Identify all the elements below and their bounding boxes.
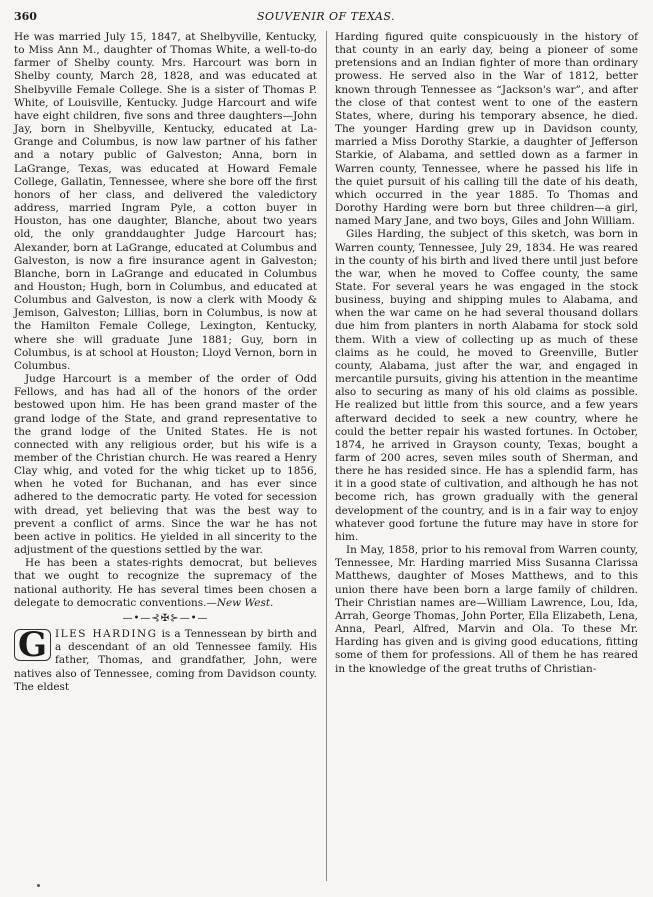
paragraph: He was married July 15, 1847, at Shelbyville, Kentucky, to Miss Ann M., daughter of Thomas White, a well-to-do farmer of Shelby county. Mrs. Harcourt was born in Shelby county, March 28, 1828, and was educated at Shelbyville Female College. She is a sister of Thomas P. White, of Louisville, Kentucky. Judge Harcourt and wife have eight children, five sons and three daughters—John Jay, born in Shelbyville, Kentucky, educated at La-Grange and Columbus, is now law partner of his father and a notary public of Galveston; Anna, born in LaGrange, Texas, was educated at Howard Female College, Gallatin, Tennessee, where she bore off the first honors of her class, and delivered the valedictory address, married Ingram Pyle, a cotton buyer in Houston, has one daughter, Blanche, about two years old, the only granddaughter Judge Harcourt has; Alexander, born at LaGrange, educated at Columbus and Galveston, is now a fire insurance agent in Galveston; Blanche, born in LaGrange and educated in Columbus and Houston; Hugh, born in Columbus, and educated at Columbus and Galveston, is now a clerk with Moody & Jemison, Galveston; Lillias, born in Columbus, is now at the Hamilton Female College, Lexington, Kentucky, where she will graduate June 1881; Guy, born in Columbus, is at school at Houston; Lloyd Vernon, born in Columbus. [14, 31, 317, 372]
paragraph: Harding figured quite conspicuously in the history of that county in an early day, being a pioneer of some pretensions and an Indian fighter of more than ordinary prowess. He served also in the War of 1812, better known through Tennessee as “Jackson's war”, and after the close of that contest went to one of the eastern States, where, during his temporary absence, he died. The younger Harding grew up in Davidson county, married a Miss Dorothy Starkie, a daughter of Jefferson Starkie, of Alabama, and settled down as a farmer in Warren county, Tennessee, where he passed his life in the quiet pursuit of his calling till the date of his death, which occurred in the year 1885. To Thomas and Dorothy Harding were born but three children—a girl, named Mary Jane, and two boys, Giles and John William. [335, 31, 638, 228]
drop-cap: G [14, 629, 51, 661]
section-ornament: —•—⊰✠⊱—•— [122, 612, 209, 624]
source-citation: New West. [216, 596, 274, 609]
subject-name: ILES HARDING [55, 628, 158, 641]
left-column [14, 31, 317, 694]
page-number: 360 [14, 10, 37, 23]
running-title: SOUVENIR OF TEXAS. [256, 10, 396, 23]
right-column [335, 31, 638, 676]
paragraph [14, 557, 317, 610]
paragraph: In May, 1858, prior to his removal from Warren county, Tennessee, Mr. Harding married Miss Susanna Clarissa Matthews, daughter of Moses Matthews, and to this union there have been born a large family of children. Their Christian names are—William Lawrence, Lou, Ida, Arrah, George Thomas, John Porter, Ella Elizabeth, Lena, Anna, Pearl, Alfred, Marvin and Ola. To these Mr. Harding has given and is giving good educations, fitting some of them for professions. All of them he has reared in the knowledge of the great truths of Christian- [335, 544, 638, 675]
paragraph-text: He has been a states-rights democrat, but believes that we ought to recognize the supremacy of the national authority. He has several times been chosen a delegate to democratic conventions.— [14, 557, 317, 609]
column-divider [326, 31, 327, 881]
ink-blot [37, 884, 40, 887]
paragraph: Judge Harcourt is a member of the order of Odd Fellows, and has had all of the honors of the order bestowed upon him. He has been grand master of the grand lodge of the State, and grand representative to the grand lodge of the United States. He is not connected with any religious order, but his wife is a member of the Christian church. He was reared a Henry Clay whig, and voted for the whig ticket up to 1856, when he voted for Buchanan, and has ever since adhered to the democratic party. He voted for secession with dread, yet believing that was the best way to prevent a conflict of arms. Since the war he has not been active in politics. He yielded in all sincerity to the adjustment of the questions settled by the war. [14, 373, 317, 557]
paragraph-text: is a Tennessean by birth and a descendant of an old Tennessee family. His father, Thomas, and grandfather, John, were natives also of Tennessee, coming from Davidson county. The eldest [14, 628, 317, 693]
paragraph: Giles Harding, the subject of this sketch, was born in Warren county, Tennessee, July 29, 1834. He was reared in the county of his birth and lived there until just before the war, when he moved to Coffee county, the same State. For several years he was engaged in the stock business, buying and shipping mules to Alabama, and when the war came on he had several thousand dollars due him from planters in north Alabama for stock sold them. With a view of collecting up as much of these claims as he could, he moved to Greenville, Butler county, Alabama, just after the war, and engaged in mercantile pursuits, giving his attention in the meantime also to securing as many of his old claims as possible. He realized but little from this source, and a few years afterward decided to seek a new country, where he could the better repair his wasted fortunes. In October, 1874, he arrived in Grayson county, Texas, bought a farm of 200 acres, seven miles south of Sherman, and there he has resided since. He has a splendid farm, has it in a good state of cultivation, and although he has not become rich, has grown gradually with the general development of the country, and is in a fair way to enjoy whatever good fortune the future may have in store for him. [335, 228, 638, 543]
running-header [14, 10, 638, 26]
paragraph [14, 625, 317, 694]
